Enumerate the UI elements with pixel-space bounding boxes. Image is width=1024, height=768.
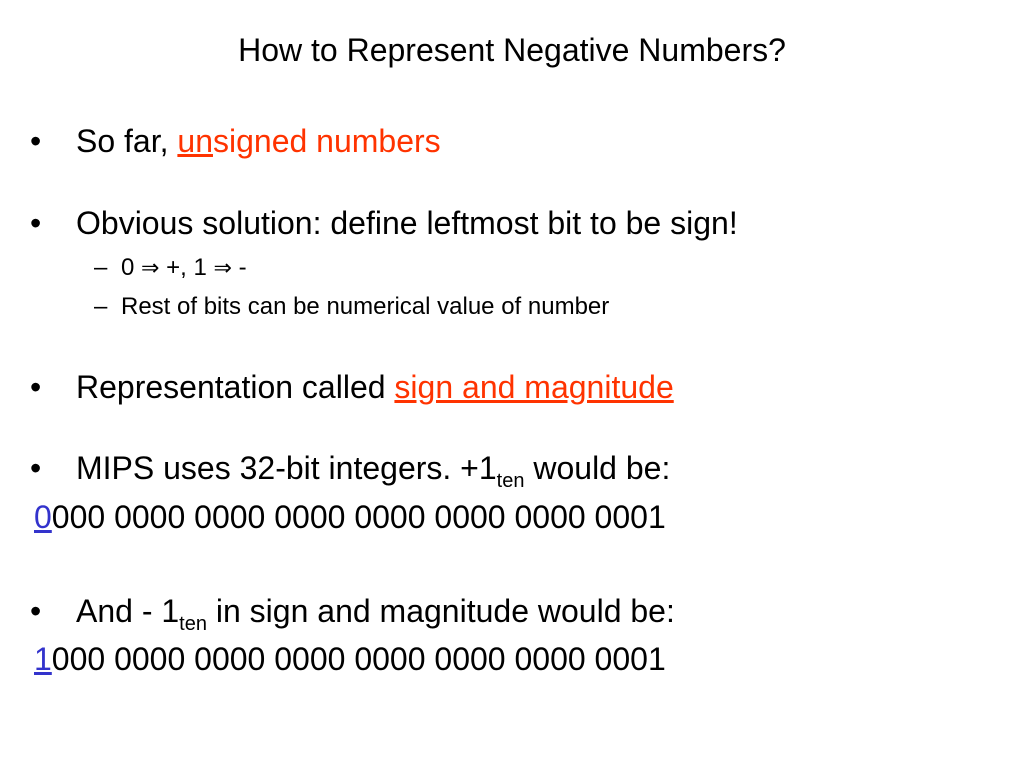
binary-minus-one (34, 639, 666, 679)
base-subscript: ten (179, 613, 207, 635)
sign-bit-one[interactable]: 1 (34, 641, 52, 677)
sign-and-magnitude-link[interactable]: sign and magnitude (394, 369, 674, 405)
bullet-marker: • (30, 123, 42, 159)
unsigned-highlight: signed numbers (212, 123, 441, 159)
bullet-marker: • (30, 369, 42, 405)
binary-plus-one (34, 497, 666, 537)
bullet-text (76, 367, 674, 407)
bullet-text: Obvious solution: define leftmost bit to be sign! (76, 205, 738, 241)
bullet-prefix: Representation called (76, 369, 395, 405)
bullet-suffix: in sign and magnitude would be: (206, 593, 675, 629)
bullet-text (76, 448, 671, 492)
binary-rest: 000 0000 0000 0000 0000 0000 0000 0001 (51, 499, 666, 535)
unsigned-prefix-link[interactable]: un (177, 123, 213, 159)
bullet-marker: • (30, 450, 42, 486)
mapping-zero: 0 (121, 254, 142, 281)
bullet-prefix: So far, (76, 123, 178, 159)
implies-arrow-icon: ⇒ (141, 256, 160, 281)
bullet-suffix: would be: (524, 450, 671, 486)
base-subscript: ten (496, 470, 525, 492)
implies-arrow-icon: ⇒ (213, 256, 232, 281)
bullet-text (76, 591, 675, 635)
sign-bit-zero[interactable]: 0 (34, 499, 52, 535)
bullet-marker: • (30, 205, 42, 241)
bullet-prefix: MIPS uses 32-bit integers. +1 (76, 450, 497, 486)
dash-marker: – (94, 254, 108, 281)
bullet-prefix: And - 1 (76, 593, 180, 629)
mapping-plus-one: +, 1 (159, 254, 214, 281)
bullet-marker: • (30, 593, 42, 629)
subbullet-text: Rest of bits can be numerical value of number (121, 293, 610, 320)
bullet-text (76, 121, 441, 161)
binary-rest: 000 0000 0000 0000 0000 0000 0000 0001 (51, 641, 666, 677)
slide-title: How to Represent Negative Numbers? (238, 32, 786, 68)
subbullet-text (121, 253, 247, 284)
dash-marker: – (94, 293, 108, 320)
mapping-minus: - (231, 254, 247, 281)
